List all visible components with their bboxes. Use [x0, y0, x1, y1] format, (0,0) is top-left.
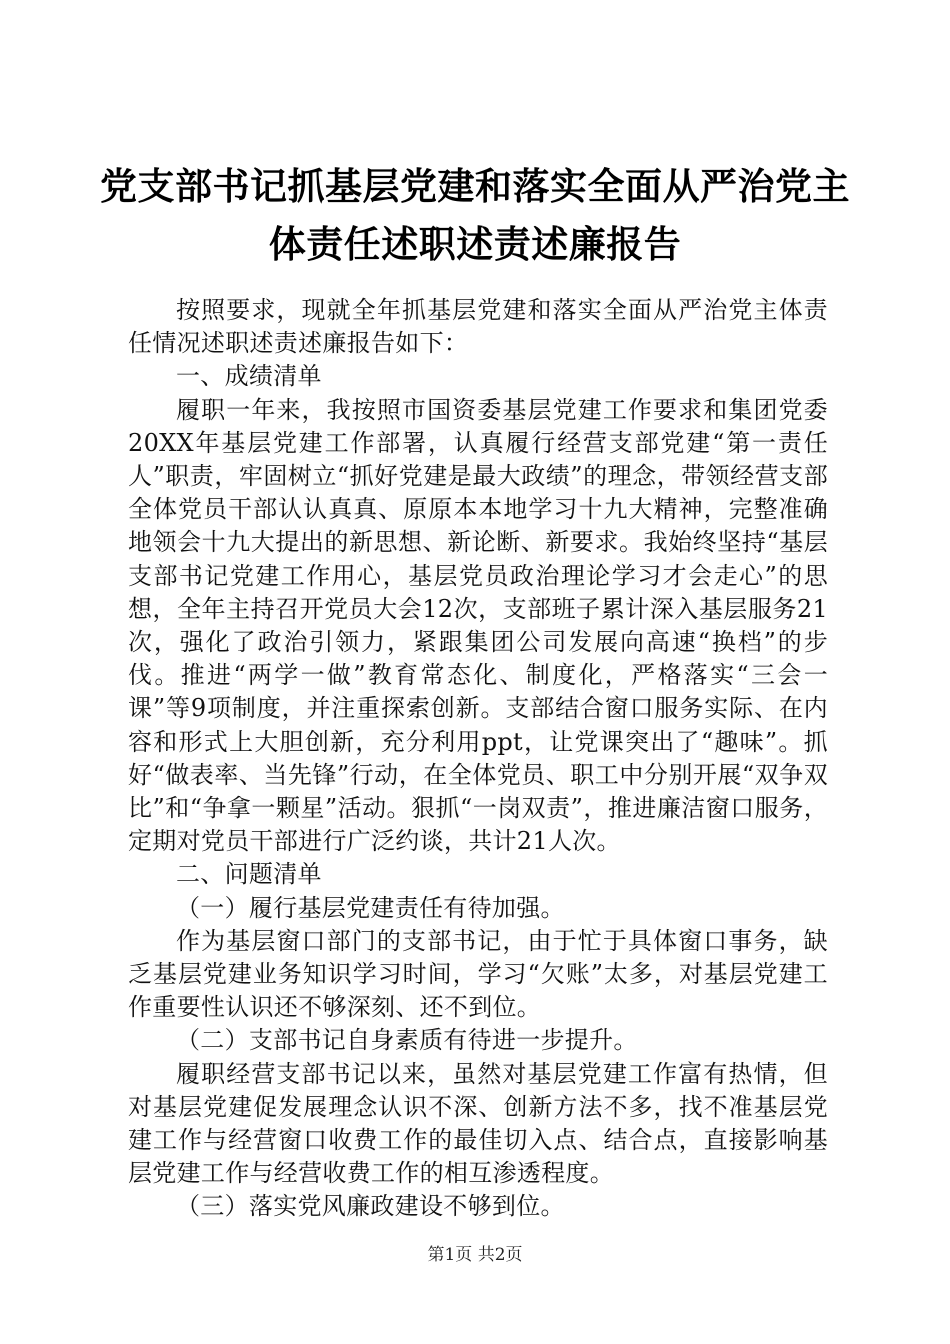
subheading-problem-1: （一）履行基层党建责任有待加强。 — [176, 893, 565, 922]
intro-paragraph: 按照要求，现就全年抓基层党建和落实全面从严治党主体责任情况述职述责述廉报告如下： — [128, 296, 828, 358]
document-body — [128, 294, 828, 1224]
subheading-problem-3: （三）落实党风廉政建设不够到位。 — [176, 1192, 565, 1221]
subheading-problem-2: （二）支部书记自身素质有待进一步提升。 — [176, 1026, 638, 1055]
achievements-paragraph: 履职一年来，我按照市国资委基层党建工作要求和集团党委20XX年基层党建工作部署，认真履行经营支部党建“第一责任人”职责，牢固树立“抓好党建是最大政绩”的理念，带领经营支部全体党员干部认认真真、原原本本地学习十九大精神，完整准确地领会十九大提出的新思想、新论断、新要求。我始终坚持“基层支部书记党建工作用心，基层党员政治理论学习才会走心”的思想，全年主持召开党员大会12次，支部班子累计深入基层服务21次，强化了政治引领力，紧跟集团公司发展向高速“换档”的步伐。推进“两学一做”教育常态化、制度化，严格落实“三会一课”等9项制度，并注重探索创新。支部结合窗口服务实际、在内容和形式上大胆创新，充分利用ppt，让党课突出了“趣味”。抓好“做表率、当先锋”行动，在全体党员、职工中分别开展“双争双比”和“争拿一颗星”活动。狠抓“一岗双责”，推进廉洁窗口服务，定期对党员干部进行广泛约谈，共计21人次。 — [128, 395, 828, 856]
problem-2-paragraph: 履职经营支部书记以来，虽然对基层党建工作富有热情，但对基层党建促发展理念认识不深、创新方法不多，找不准基层党建工作与经营窗口收费工作的最佳切入点、结合点，直接影响基层党建工作与经营收费工作的相互渗透程度。 — [128, 1059, 828, 1188]
title-line-2: 体责任述职述责述廉报告 — [268, 223, 682, 266]
document-title — [100, 158, 850, 274]
section-heading-achievements: 一、成绩清单 — [176, 362, 322, 391]
problem-1-paragraph: 作为基层窗口部门的支部书记，由于忙于具体窗口事务，缺乏基层党建业务知识学习时间，学习“欠账”太多，对基层党建工作重要性认识还不够深刻、还不到位。 — [128, 926, 828, 1022]
title-line-1: 党支部书记抓基层党建和落实全面从严治党主 — [100, 165, 850, 208]
section-heading-problems: 二、问题清单 — [176, 860, 322, 889]
page-footer: 第1页 共2页 — [427, 1245, 523, 1265]
